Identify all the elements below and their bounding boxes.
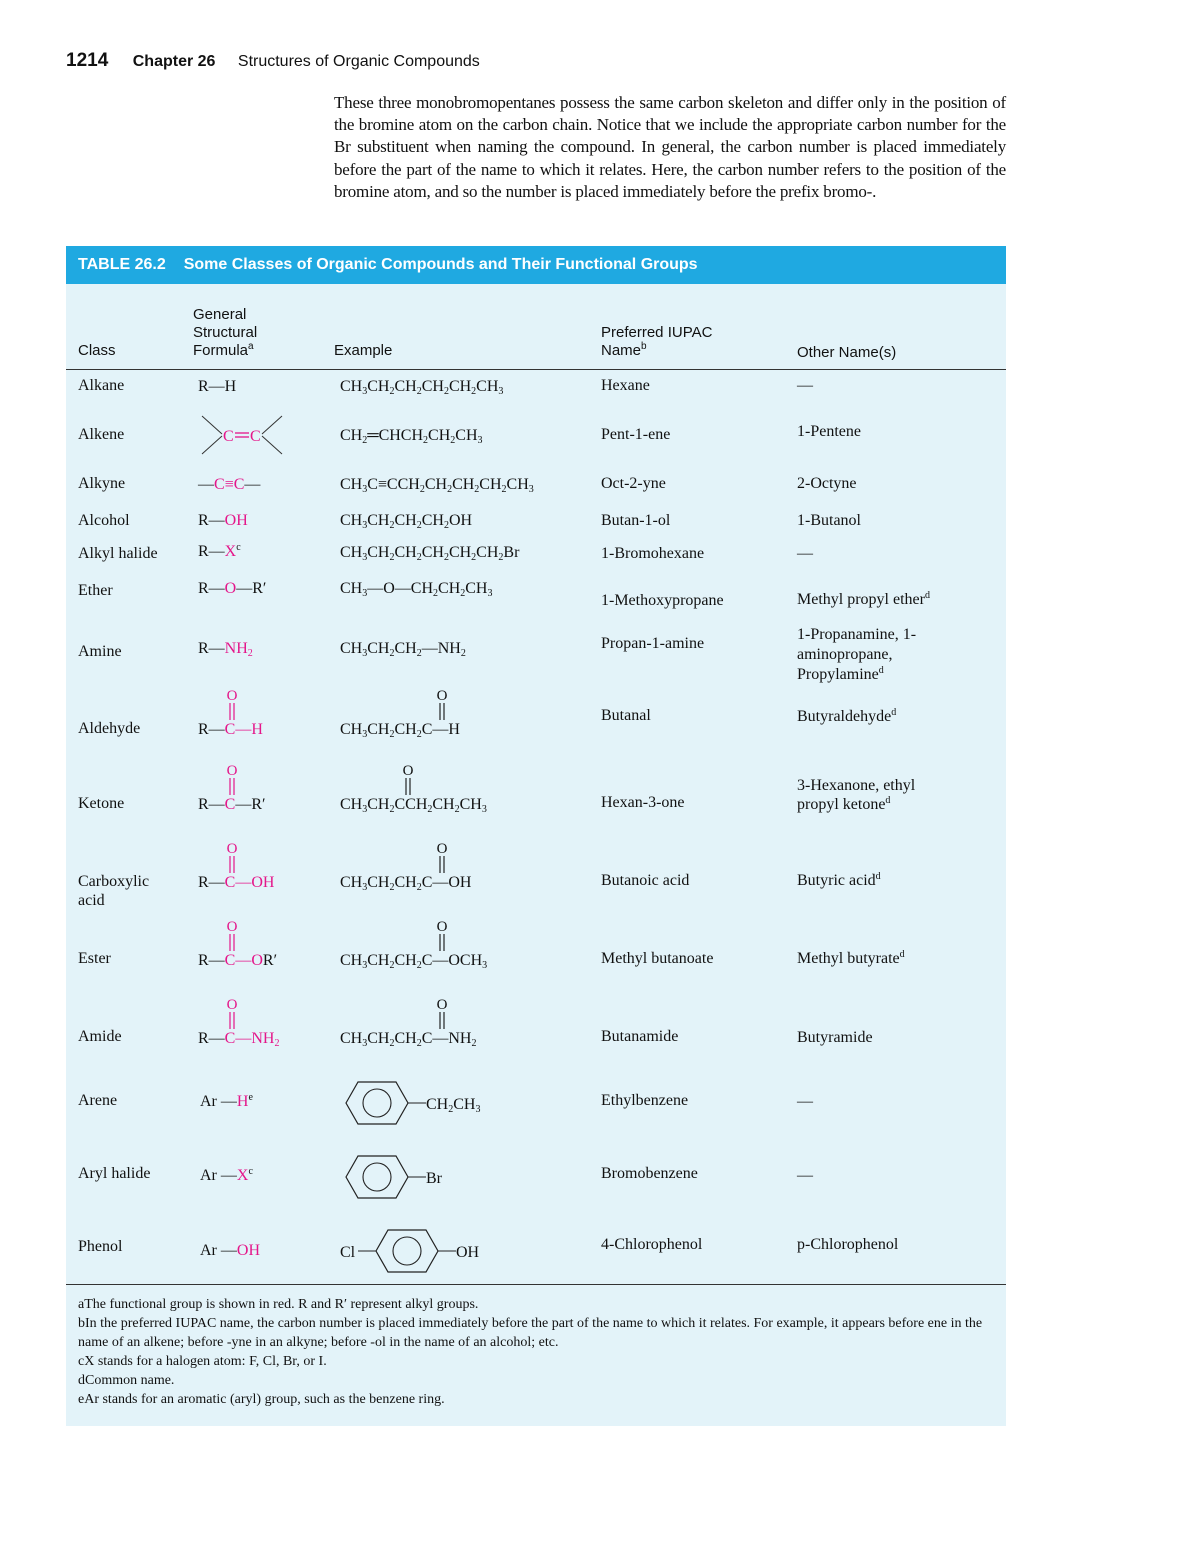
iupac-cell: Hexane: [601, 377, 650, 394]
class-cell: Ester: [78, 950, 111, 967]
class-cell: Amine: [78, 643, 122, 660]
class-cell: Alcohol: [78, 512, 130, 529]
example-ester: [340, 915, 530, 979]
svg-text:CH2CH3: CH2CH3: [426, 1096, 481, 1115]
footnote-b: bIn the preferred IUPAC name, the carbon number is placed immediately before the part of the name to which it relates. For example, it appears before ene in the name of an alkene; before -yne in an alkyne; before -ol in the name of an alcohol; etc.: [78, 1316, 983, 1350]
svg-text:Cl: Cl: [340, 1244, 356, 1261]
svg-text:O: O: [226, 841, 238, 857]
iupac-cell: 1-Methoxypropane: [601, 592, 724, 609]
iupac-cell: 1-Bromohexane: [601, 545, 705, 562]
svg-text:O: O: [436, 919, 448, 935]
table-26-2: [66, 246, 1006, 1426]
class-cell: Alkane: [78, 377, 125, 394]
example-alkene: $CH_2═CHCH_2CH_2CH_3$: [340, 427, 483, 446]
formula-alcohol: R—OH: [198, 512, 248, 529]
iupac-cell: Butanal: [601, 707, 651, 724]
header-class: Class: [78, 342, 116, 359]
formula-phenol: Ar —OH: [200, 1242, 260, 1259]
class-cell: Aldehyde: [78, 720, 141, 737]
table-title-bar: [66, 246, 1006, 284]
other-cell: —: [797, 377, 813, 394]
other-cell: 1-Butanol: [797, 512, 861, 529]
header-other: Other Name(s): [797, 344, 897, 361]
svg-text:O: O: [226, 688, 238, 704]
intro-paragraph: These three monobromopentanes possess the same carbon skeleton and differ only in the position of the bromine atom on the carbon chain. Notice that we include the appropriate carbon number for the Br substituent when naming the compound. In general, the carbon number is placed immediately before the part of the name to which it relates. Here, the carbon number refers to the position of the bromine atom, and so the number is placed immediately before the prefix bromo-.: [334, 93, 1006, 201]
page-number: 1214: [66, 50, 109, 71]
chapter-label: Chapter 26: [132, 53, 216, 70]
class-cell: Alkene: [78, 426, 125, 443]
other-cell: Butyramide: [797, 1029, 873, 1046]
header-formula: General Structural Formula$^a$: [193, 306, 258, 359]
formula-alkane: R—H: [198, 378, 237, 395]
svg-text:O: O: [226, 919, 238, 935]
svg-text:R—C—OR′: R—C—OR′: [198, 952, 278, 969]
class-cell: Carboxylic acid: [78, 873, 150, 909]
other-cell: Butyraldehyde$^d$: [797, 707, 897, 725]
svg-text:R—C—R′: R—C—R′: [198, 796, 266, 813]
other-cell: Methyl propyl ether$^d$: [797, 590, 930, 608]
svg-text:C: C: [250, 428, 261, 445]
iupac-cell: Bromobenzene: [601, 1165, 698, 1182]
table-title: Some Classes of Organic Compounds and Their Functional Groups: [183, 256, 698, 273]
example-aryl-halide-benzene: [342, 1152, 482, 1202]
example-alkyl-halide: $CH_3CH_2CH_2CH_2CH_2CH_2Br$: [340, 544, 520, 563]
formula-amide: [198, 993, 328, 1057]
example-alkyne: $CH_3C\equiv CCH_2CH_2CH_2CH_2CH_3$: [340, 476, 534, 495]
example-phenol-benzene: [338, 1226, 508, 1276]
svg-text:OH: OH: [456, 1244, 480, 1261]
class-cell: Amide: [78, 1028, 122, 1045]
iupac-cell: Propan-1-amine: [601, 635, 705, 652]
formula-alkyl-halide: $R—X^c$: [198, 542, 241, 560]
example-carboxylic-acid: [340, 837, 520, 897]
svg-text:R—C—OH: R—C—OH: [198, 874, 275, 891]
other-cell: —: [797, 1093, 813, 1110]
footnote-c: cX stands for a halogen atom: F, Cl, Br, or I.: [78, 1354, 327, 1369]
formula-alkyne: —C≡C—: [198, 476, 261, 493]
formula-ether: R—O—R′: [198, 580, 267, 597]
other-cell: Methyl butyrate$^d$: [797, 949, 905, 967]
svg-text:Br: Br: [426, 1170, 442, 1187]
svg-text:CH3CH2CH2C—NH2: CH3CH2CH2C—NH2: [340, 1030, 477, 1049]
other-cell: 3-Hexanone, ethyl propyl ketone$^d$: [797, 777, 916, 813]
class-cell: Alkyne: [78, 475, 126, 492]
formula-amine: $R—NH_2$: [198, 640, 253, 659]
svg-text:R—C—H: R—C—H: [198, 721, 263, 738]
iupac-cell: Oct-2-yne: [601, 475, 666, 492]
svg-text:CH3CH2CH2C—H: CH3CH2CH2C—H: [340, 721, 460, 740]
svg-text:CH3CH2CH2C—OCH3: CH3CH2CH2C—OCH3: [340, 952, 488, 971]
formula-aryl-halide: Ar $—X^c$: [200, 1166, 253, 1184]
example-ether: $CH_3—O—CH_2CH_2CH_3$: [340, 580, 493, 599]
example-aldehyde: [340, 684, 520, 744]
class-cell: Ether: [78, 582, 113, 599]
example-amine: $CH_3CH_2CH_2—NH_2$: [340, 640, 466, 659]
iupac-cell: Butan-1-ol: [601, 512, 671, 529]
svg-text:O: O: [436, 841, 448, 857]
other-cell: —: [797, 545, 813, 562]
running-header: [66, 50, 480, 72]
svg-text:O: O: [436, 997, 448, 1013]
iupac-cell: Hexan-3-one: [601, 794, 685, 811]
class-cell: Arene: [78, 1092, 118, 1109]
example-alkane: $CH_3CH_2CH_2CH_2CH_2CH_3$: [340, 378, 504, 397]
other-cell: Butyric acid$^d$: [797, 871, 881, 889]
formula-carboxylic-acid: [198, 837, 318, 897]
example-ketone: [340, 759, 540, 819]
example-arene-benzene: [342, 1078, 522, 1128]
other-cell: p-Chlorophenol: [797, 1236, 899, 1253]
header-example: Example: [334, 342, 393, 359]
class-cell: Aryl halide: [78, 1165, 151, 1182]
formula-aldehyde: [198, 684, 318, 744]
iupac-cell: Butanoic acid: [601, 872, 690, 889]
header-iupac: Preferred IUPAC Name$^b$: [601, 324, 713, 359]
svg-text:O: O: [436, 688, 448, 704]
formula-arene: Ar $—H^e$: [200, 1092, 253, 1110]
formula-alkene: [196, 412, 296, 458]
other-cell: 1-Pentene: [797, 423, 861, 440]
svg-text:O: O: [226, 763, 238, 779]
footer-rule: [66, 1284, 1006, 1285]
svg-text:R—C—NH2: R—C—NH2: [198, 1030, 280, 1049]
class-cell: Phenol: [78, 1238, 123, 1255]
class-cell: Alkyl halide: [78, 545, 158, 562]
iupac-cell: Methyl butanoate: [601, 950, 714, 967]
other-cell: —: [797, 1167, 813, 1184]
svg-text:CH3CH2CCH2CH2CH3: CH3CH2CCH2CH2CH3: [340, 796, 487, 815]
footnote-e: eAr stands for an aromatic (aryl) group, such as the benzene ring.: [78, 1392, 445, 1407]
formula-ketone: [198, 759, 318, 819]
svg-text:O: O: [226, 997, 238, 1013]
formula-ester: [198, 915, 318, 975]
other-cell: 1-Propanamine, 1-aminopropane, Propylamine$^d$: [797, 626, 917, 683]
other-cell: 2-Octyne: [797, 475, 857, 492]
iupac-cell: Butanamide: [601, 1028, 679, 1045]
table-number: TABLE 26.2: [78, 256, 166, 273]
chapter-title: Structures of Organic Compounds: [237, 53, 480, 70]
example-alcohol: $CH_3CH_2CH_2CH_2OH$: [340, 512, 473, 531]
svg-text:O: O: [402, 763, 414, 779]
iupac-cell: Ethylbenzene: [601, 1092, 689, 1109]
footnote-d: dCommon name.: [78, 1373, 175, 1388]
header-rule: [66, 369, 1006, 370]
class-cell: Ketone: [78, 795, 125, 812]
iupac-cell: Pent-1-ene: [601, 426, 671, 443]
iupac-cell: 4-Chlorophenol: [601, 1236, 703, 1253]
example-amide: [340, 993, 530, 1057]
footnote-a: aThe functional group is shown in red. R and R′ represent alkyl groups.: [78, 1297, 479, 1312]
svg-text:CH3CH2CH2C—OH: CH3CH2CH2C—OH: [340, 874, 472, 893]
svg-text:C: C: [223, 428, 234, 445]
